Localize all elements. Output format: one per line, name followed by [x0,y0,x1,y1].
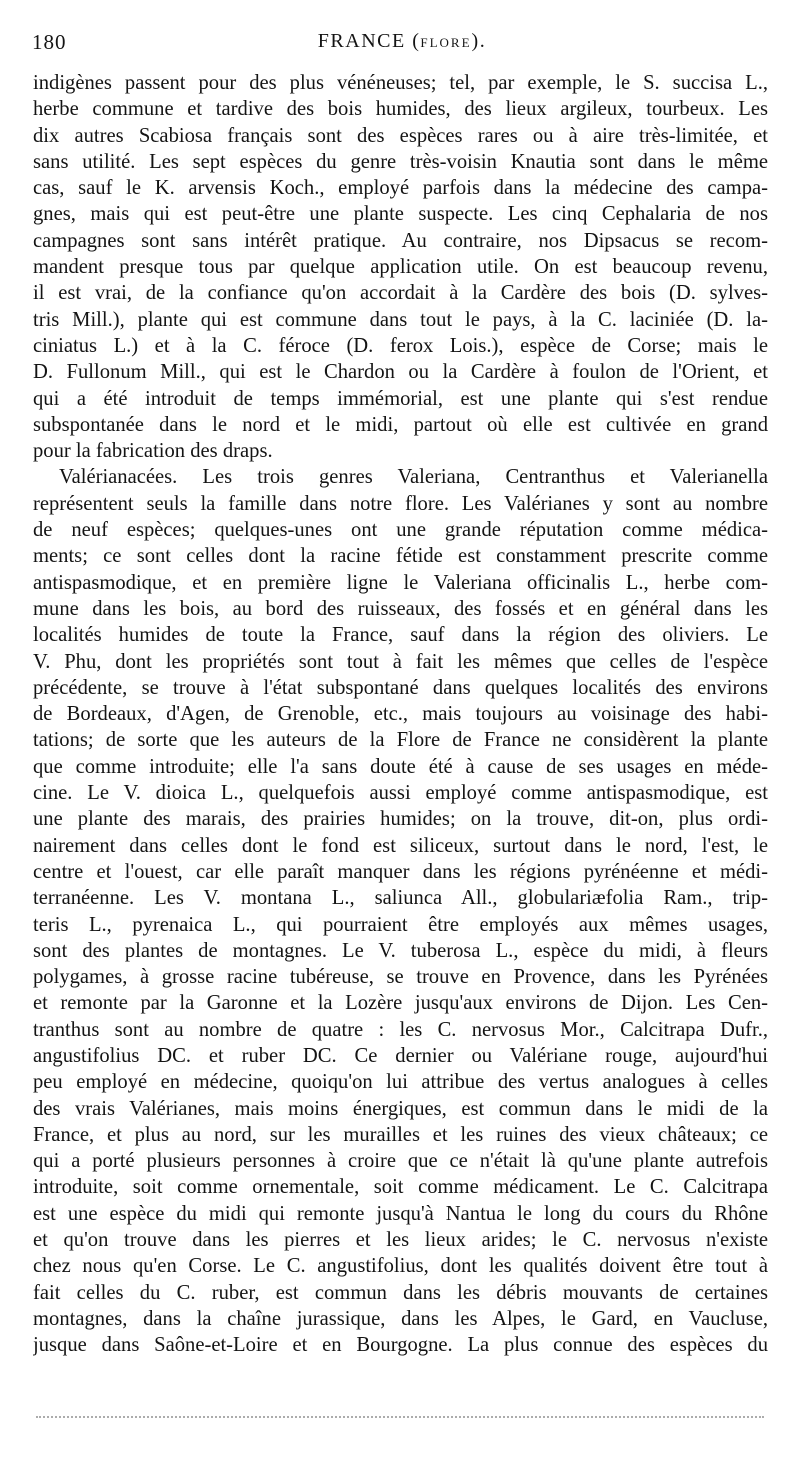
text-line: ciniatus L.) et à la C. féroce (D. ferox Lois.), espèce de Corse; mais le [33,334,768,357]
text-line: qui a porté plusieurs personnes à croire que ce n'était là qu'une plante autrefois [33,1150,768,1173]
text-line: et qu'on trouve dans les pierres et les lieux arides; le C. nervosus n'existe [33,1229,768,1252]
text-line: nairement dans celles dont le fond est siliceux, surtout dans le nord, l'est, le [33,834,768,857]
text-line: ments; ce sont celles dont la racine fétide est constamment prescrite comme [33,545,768,568]
text-line: France, et plus au nord, sur les murailles et les ruines des vieux châteaux; ce [33,1123,768,1146]
text-line: localités humides de toute la France, sauf dans la région des oliviers. Le [33,624,768,647]
text-line: cas, sauf le K. arvensis Koch., employé parfois dans la médecine des campa- [33,177,768,200]
text-line: terranéenne. Les V. montana L., saliunca All., globulariæfolia Ram., trip- [33,887,768,910]
text-line: centre et l'ouest, car elle paraît manquer dans les régions pyrénéenne et médi- [33,860,768,883]
running-title [32,30,772,53]
text-line: de Bordeaux, d'Agen, de Grenoble, etc., mais toujours au voisinage des habi- [33,703,768,726]
text-line: teris L., pyrenaica L., qui pourraient être employés aux mêmes usages, [33,913,768,936]
running-title-small-caps: FLORE [420,35,472,50]
running-title-main: FRANCE ( [317,30,421,52]
text-line: jusque dans Saône-et-Loire et en Bourgogne. La plus connue des espèces du [33,1334,768,1357]
text-line: fait celles du C. ruber, est commun dans les débris mouvants de certaines [33,1281,768,1304]
text-line: qui a été introduit de temps immémorial, est une plante qui s'est rendue [33,387,768,410]
text-line: antispasmodique, et en première ligne le Valeriana officinalis L., herbe com- [33,571,768,594]
text-line: Valérianacées. Les trois genres Valeriana, Centranthus et Valerianella [59,466,768,489]
page-number: 180 [32,30,67,54]
text-line: sont des plantes de montagnes. Le V. tuberosa L., espèce du midi, à fleurs [33,939,768,962]
text-line: représentent seuls la famille dans notre flore. Les Valérianes y sont au nombre [33,492,768,515]
text-line: tranthus sont au nombre de quatre : les C. nervosus Mor., Calcitrapa Dufr., [33,1018,768,1041]
text-line: D. Fullonum Mill., qui est le Chardon ou la Cardère à foulon de l'Orient, et [33,361,768,384]
text-line: introduite, soit comme ornementale, soit comme médicament. Le C. Calcitrapa [33,1176,768,1199]
text-line: montagnes, dans la chaîne jurassique, dans les Alpes, le Gard, en Vaucluse, [33,1307,768,1330]
running-title-close: ). [471,30,487,52]
text-line: et remonte par la Garonne et la Lozère jusqu'aux environs de Dijon. Les Cen- [33,992,768,1015]
text-line: tris Mill.), plante qui est commune dans tout le pays, à la C. laciniée (D. la- [33,308,768,331]
text-line: mandent presque tous par quelque application utile. On est beaucoup revenu, [33,256,768,279]
body-text [33,70,768,1359]
text-line: de neuf espèces; quelques-unes ont une grande réputation comme médica- [33,519,768,542]
text-line: indigènes passent pour des plus vénéneuses; tel, par exemple, le S. succisa L., [33,72,768,94]
text-line: pour la fabrication des draps. [33,440,273,463]
footer-divider [36,1416,764,1418]
text-line: mune dans les bois, au bord des ruisseaux, des fossés et en général dans les [33,597,768,620]
text-line: des vrais Valérianes, mais moins énergiques, est commun dans le midi de la [33,1097,768,1120]
text-line: angustifolius DC. et ruber DC. Ce dernier ou Valériane rouge, aujourd'hui [33,1044,768,1067]
text-line: gnes, mais qui est peut-être une plante suspecte. Les cinq Cephalaria de nos [33,203,768,226]
text-line: tations; de sorte que les auteurs de la Flore de France ne considèrent la plante [33,729,768,752]
page-header [32,30,772,60]
text-line: campagnes sont sans intérêt pratique. Au contraire, nos Dipsacus se recom- [33,229,768,252]
text-line: est une espèce du midi qui remonte jusqu'à Nantua le long du cours du Rhône [33,1202,768,1225]
text-line: sans utilité. Les sept espèces du genre très-voisin Knautia sont dans le même [33,150,768,173]
text-line: subspontanée dans le nord et le midi, partout où elle est cultivée en grand [33,413,768,436]
text-line: V. Phu, dont les propriétés sont tout à fait les mêmes que celles de l'espèce [33,650,768,673]
text-line: polygames, à grosse racine tubéreuse, se trouve en Provence, dans les Pyrénées [33,966,768,989]
text-line: dix autres Scabiosa français sont des espèces rares ou à aire très-limitée, et [33,124,768,147]
text-line: précédente, se trouve à l'état subspontané dans quelques localités des environs [33,676,768,699]
text-line: une plante des marais, des prairies humides; on la trouve, dit-on, plus ordi- [33,808,768,831]
text-line: herbe commune et tardive des bois humides, des lieux argileux, tourbeux. Les [33,98,768,121]
text-line: que comme introduite; elle l'a sans doute été à cause de ses usages en méde- [33,755,768,778]
text-line: chez nous qu'en Corse. Le C. angustifolius, dont les qualités doivent être tout à [33,1255,768,1278]
text-line: peu employé en médecine, quoiqu'on lui attribue des vertus analogues à celles [33,1071,768,1094]
text-line: cine. Le V. dioica L., quelquefois aussi employé comme antispasmodique, est [33,782,768,805]
text-line: il est vrai, de la confiance qu'on accordait à la Cardère des bois (D. sylves- [33,282,768,305]
